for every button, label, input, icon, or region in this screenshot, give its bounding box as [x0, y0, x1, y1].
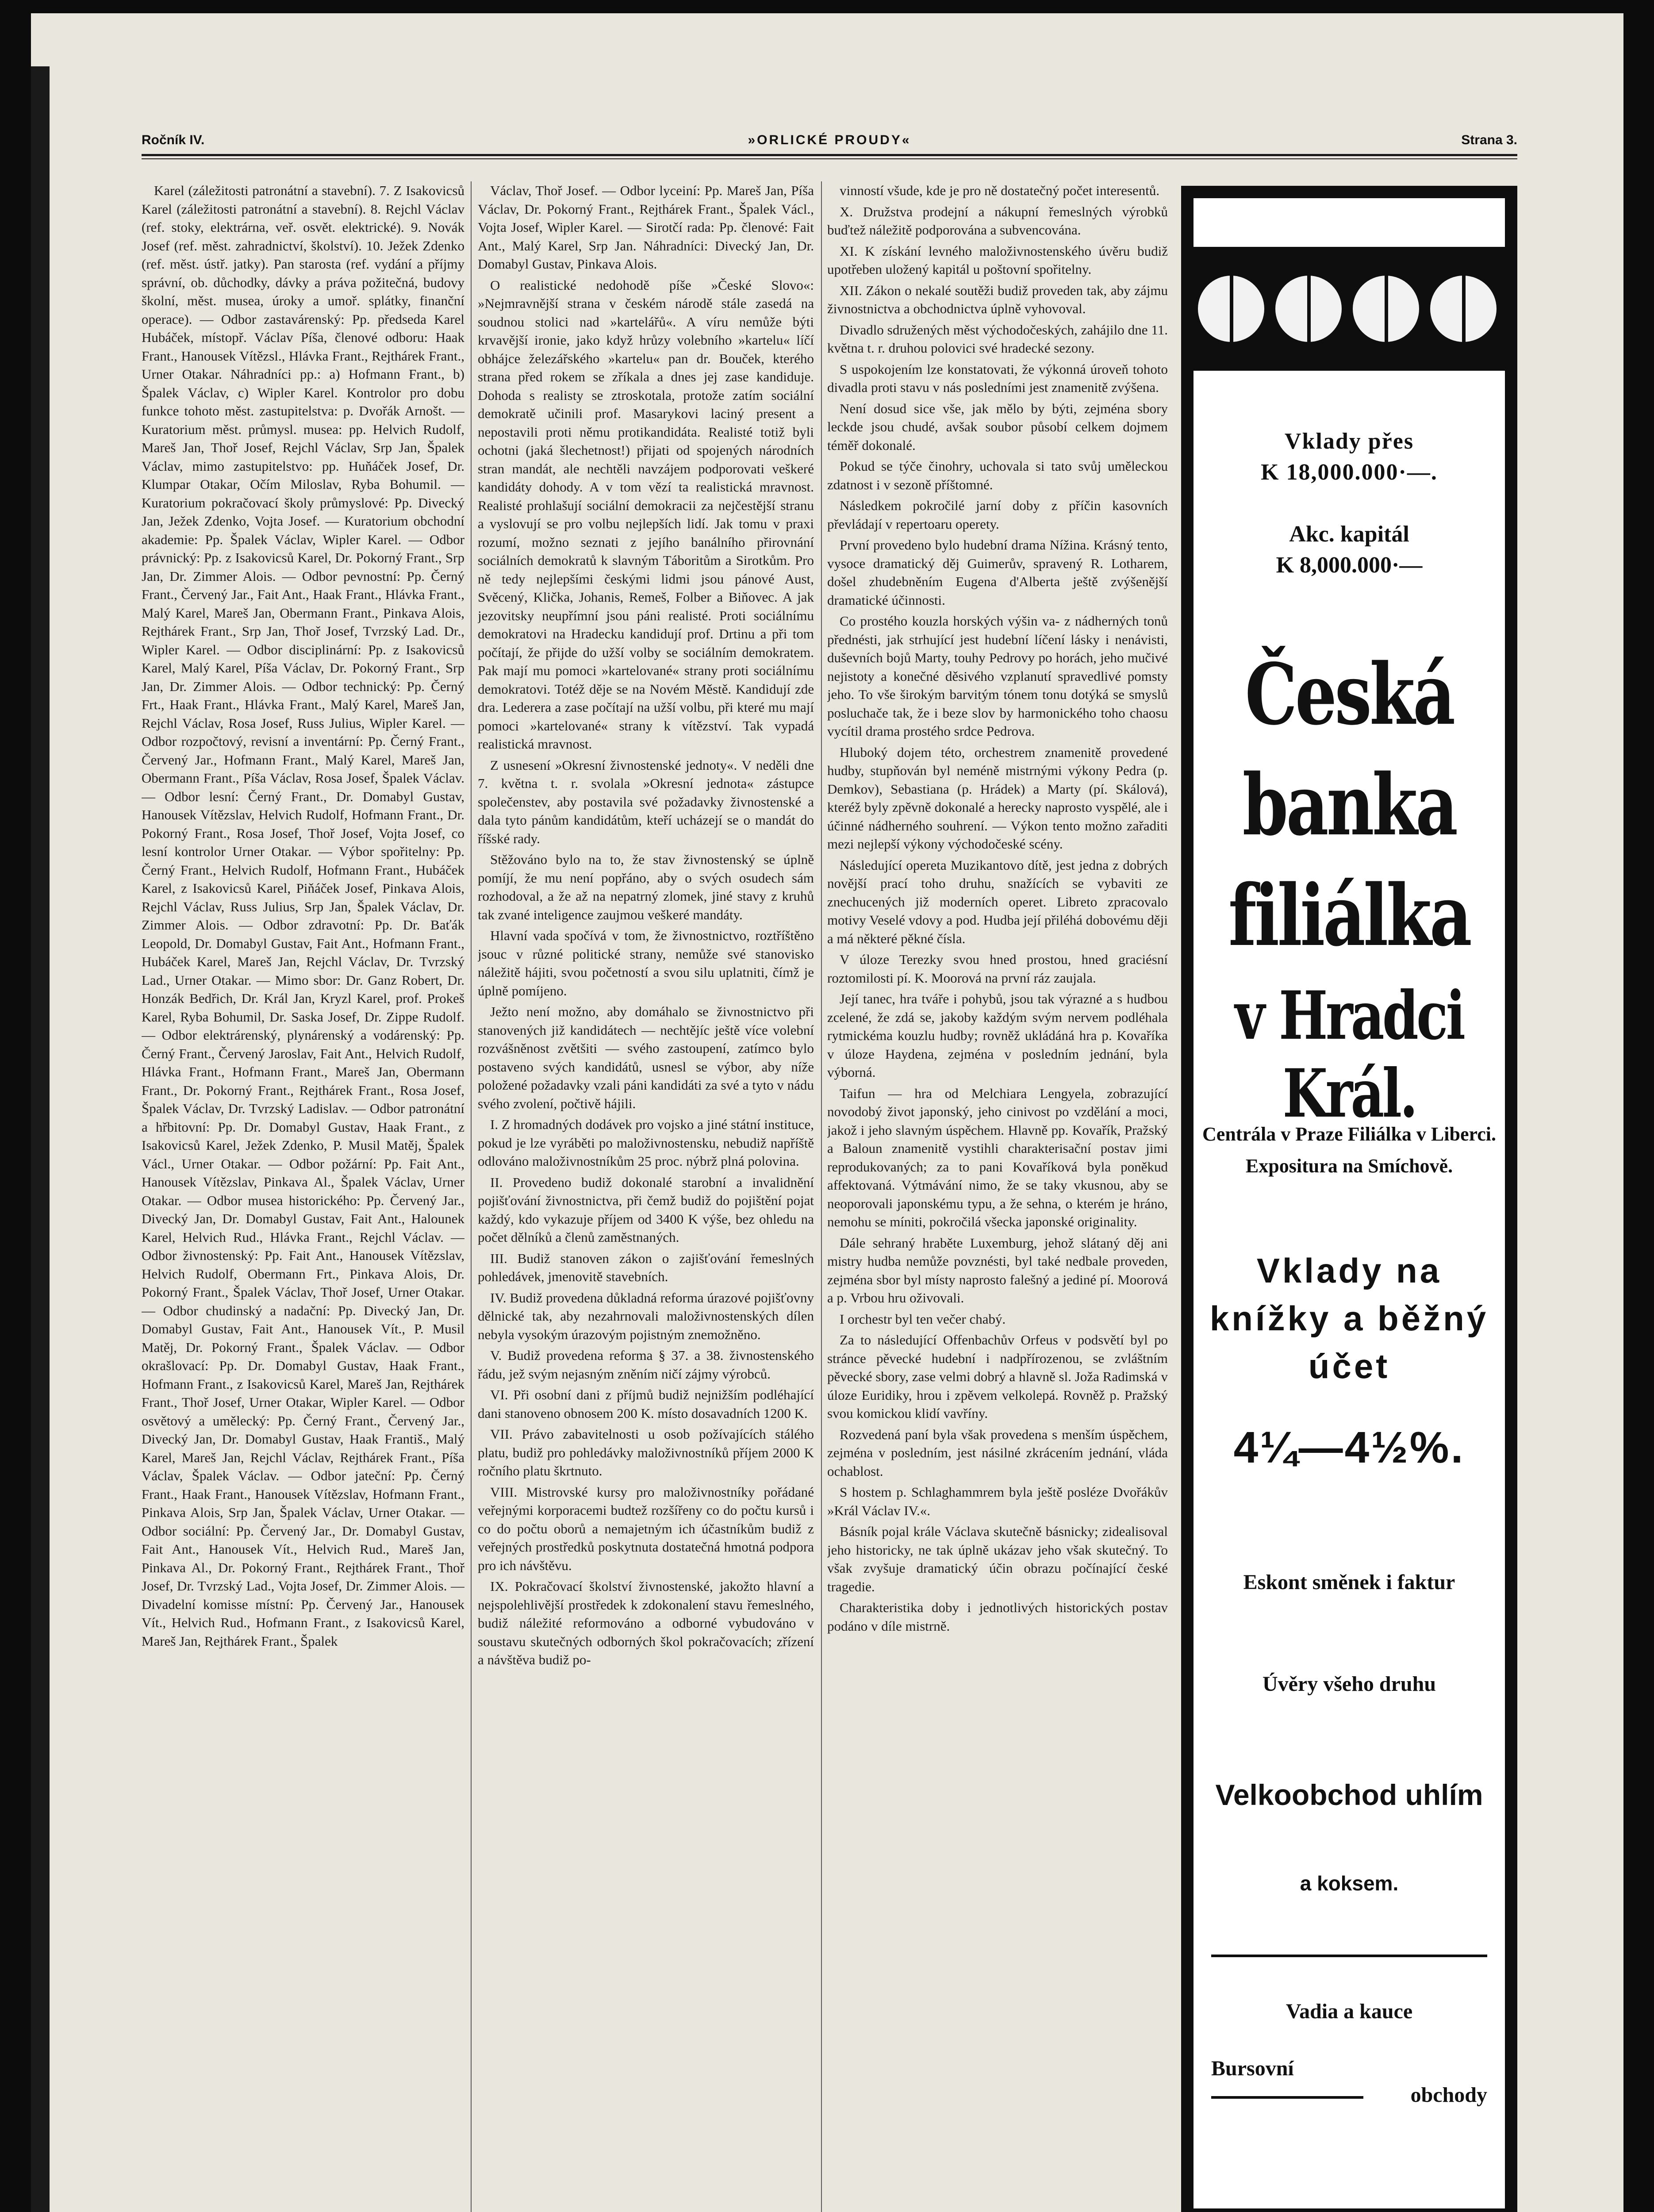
ad-deposits-label: Vklady přes	[1284, 429, 1414, 454]
paragraph: vinností všude, kde je pro ně dostatečný počet interesentů.	[840, 183, 1160, 198]
column-divider	[821, 181, 822, 2212]
paragraph: X. Družstva prodejní a nákupní řemeslných výrobků buďtež náležitě podporována a subvencována.	[827, 204, 1168, 238]
paragraph: VII. Právo zabavitelnosti u osob požívajících stálého platu, budiž pro pohledávky maloživnostníků příjem 2000 K ročního platu škrtnuto.	[478, 1426, 814, 1479]
ad-obchody: obchody	[1410, 2083, 1487, 2107]
coin-icon	[1430, 276, 1497, 342]
paragraph: První provedeno bylo hudební drama Nížina. Krásný tento, vysoce dramatický děj Guimerův, spravený R. Lotharem, došel zhudebněním Eugena d'Alberta ještě zvýšenější dramatické účinnosti.	[827, 537, 1168, 608]
ad-bank-name-1: Česká	[1245, 645, 1454, 744]
paragraph: Rozvedená paní byla však provedena s menším úspěchem, zejména v posledním, jest násilné zkrácením jednání, vláda ochablost.	[827, 1426, 1168, 1479]
paragraph: VIII. Mistrovské kursy pro maloživnostníky pořádané veřejnými korporacemi budtež rozšířeny co do počtu kursů i co do počtu oborů a nemajetným ich účastníkům budiž z veřejných prostředků poskytnuta dostatečná hmotná podpora pro ich návštěvu.	[478, 1484, 814, 1573]
header-rule	[142, 154, 1517, 156]
ad-coal-trade: Velkoobchod uhlím	[1215, 1778, 1483, 1811]
newspaper-title: »ORLICKÉ PROUDY«	[748, 133, 911, 147]
ad-credit: Úvěry všeho druhu	[1262, 1672, 1436, 1696]
ad-bank-name-2: banka	[1242, 756, 1456, 854]
ad-bursovni: Bursovní	[1211, 2057, 1294, 2080]
paragraph: Divadlo sdružených měst východočeských, zahájilo dne 11. května t. r. druhou polovici své hradecké sezony.	[827, 322, 1168, 356]
paragraph: Co prostého kouzla horských výšin va- z nádherných tonů přednésti, jak strhující jest hudební líčení lásky i nenávisti, duševních bojů Marty, touhy Pedrovy po horách, jeho mučivé nejistoty a konečné děsivého vzplanutí spravedlivé pomsty jeho. To vše širokým barvitým tónem tonu dotýká se smyslů posluchače tak, že i beze slov by harmonického toho chaosu vycítil drama prostého srdce Pedrova.	[827, 613, 1168, 739]
paragraph: Pokud se týče činohry, uchovala si tato svůj uměleckou zdatnost i v sezoně příštomné.	[827, 458, 1168, 492]
coin-icon	[1198, 276, 1264, 342]
ad-escont: Eskont směnek i faktur	[1243, 1571, 1455, 1594]
paragraph: S hostem p. Schlaghammrem byla ještě posléze Dvořákův »Král Václav IV.«.	[827, 1484, 1168, 1518]
paragraph: Dále sehraný hraběte Luxemburg, jehož slátaný děj ani mistry hudba nemůže povznésti, byl také nedbale proveden, zejména sbor byl místy naprosto falešný a jediné pí. Moorová a p. Vrbou hru oživovali.	[827, 1235, 1168, 1306]
ad-bottom-band	[1193, 2208, 1505, 2212]
paragraph: Její tanec, hra tváře i pohybů, jsou tak výrazné a s hudbou zcelené, že zdá se, jakoby každým svým nervem podléhala rytmickéma kouzlu hudby; rovněž ukládáná hra p. Kovaříka v úloze Haydena, zejména v posledním jednání, byla výborná.	[827, 991, 1168, 1080]
paragraph: Za to následující Offenbachův Orfeus v podsvětí byl po stránce pěvecké hudební i nadpřírozenou, se zvláštním pěvecké sbory, zase velmi dobrý a hlavně sl. Joža Radimská v úloze Euridiky, hrou i zpěvem velkolepá. Rovněž p. Pražský svou komickou klidí vavříny.	[827, 1332, 1168, 1421]
header-rule-thin	[142, 158, 1517, 159]
ad-separator	[1211, 1955, 1487, 1957]
paragraph: I. Z hromadných dodávek pro vojsko a jiné státní instituce, pokud je lze vyráběti po maloživnostensku, nebudiž napříště odlováno maloživnostníkům 25 proc. nýbrž plná polovina.	[478, 1117, 814, 1169]
paragraph: Hlavní vada spočívá v tom, že živnostnictvo, roztříštěno jsouc v různé politické strany, nemůže své stanovisko náležitě hájiti, svou početností a svou silu uplatniti, čímž je úplně pomíjeno.	[478, 928, 814, 998]
paragraph: Z usnesení »Okresní živnostenské jednoty«. V neděli dne 7. května t. r. svolala »Okresní jednota« zástupce společenstev, aby postavila své požadavky živnostenské a dala tyto pánům kandidátům, kteří ucházejí se o mandát do říšské rady.	[478, 757, 814, 846]
paragraph: III. Budiž stanoven zákon o zajišťování řemeslných pohledávek, jmenovitě stavebních.	[478, 1250, 814, 1284]
page-number: Strana 3.	[1461, 133, 1517, 147]
ad-branches: Centrála v Praze Filiálka v Liberci. Expositura na Smíchově.	[1202, 1123, 1496, 1177]
paragraph: Básník pojal krále Václava skutečně básnicky; zidealisoval jeho historicky, ne tak úplně ukázav jeho však skutečný. To však zvyšuje dramatický účin obrazu počínající české tragedie.	[827, 1524, 1168, 1594]
paragraph: IV. Budiž provedena důkladná reforma úrazové pojišťovny dělnické tak, aby nezahrnovali maloživnostenských dílen nebyla vysokým úrazovým pojistným znemožněno.	[478, 1290, 814, 1342]
paragraph: Následující opereta Muzikantovo dítě, jest jedna z dobrých novější prací toho druhu, snažících se vybaviti ze znechucených již moderních operet. Libreto zpracovalo motivy Veselé vdovy a pod. Hudba její přiléhá dobovému ději a má některé pěkné čísla.	[827, 857, 1168, 946]
paragraph: Hluboký dojem této, orchestrem znamenitě provedené hudby, stupňován byl neméně mistrnými výkony Pedra (p. Demkov), Sebastiana (p. Hrádek) a Marty (pí. Skálová), kteréž byly zpěvně dokonalé a herecky naprosto vyspělé, ale i účinné nádherného souhrení. — Výkon tento možno zařaditi mezi nejlepší výkony východočeské scény.	[827, 744, 1168, 852]
paragraph: S uspokojením lze konstatovati, že výkonná úroveň tohoto divadla proti stavu v nás posledními jest znamenitě zvýšena.	[827, 361, 1168, 395]
ad-capital-amount: K 8,000.000·—	[1276, 553, 1423, 578]
paragraph: VI. Při osobní dani z příjmů budiž nejnižším podléhající dani stanoveno obnosem 200 K. místo dosavadních 1200 K.	[478, 1387, 814, 1421]
coin-icon	[1275, 276, 1342, 342]
paragraph: XI. K získání levného maloživnostenského úvěru budiž upotřeben uložený kapitál u poštovní spořitelny.	[827, 243, 1168, 277]
paragraph: Stěžováno bylo na to, že stav živnostenský se úplně pomíjí, že mu není popřáno, aby o svých osudech sám rozhodoval, a že až na nepatrný zlomek, jiné stavy z kruhů tak zvané inteligence zaujmou veškeré mandáty.	[478, 852, 814, 922]
previous-page-edge	[31, 66, 50, 2212]
coin-icon	[1353, 276, 1419, 342]
column-divider	[471, 181, 472, 2212]
paragraph: II. Provedeno budiž dokonalé starobní a invalidnění pojišťování živnostnictva, při čemž budiž do pojištění pojat každý, kdo vykazuje příjem od 3400 K výše, bez ohledu na počet dělníků a členů zaměstnaných.	[478, 1174, 814, 1245]
ad-bank-city: v Hradci Král.	[1235, 977, 1464, 1133]
bank-advertisement	[1181, 186, 1517, 2212]
paragraph: Taifun — hra od Melchiara Lengyela, zobrazující novodobý život japonský, jeho cinivost po vzdělání a moci, jakož i jeho slavným úspěchem. Hlavně pp. Kovařík, Pražský a Baloun znamenitě vystihli charakterisační postav jimi reprodukovaných; za to pani Kovaříková byla poněkud affektovaná. Výtmávání nimo, že se taky vkusnou, aby se neoporovali japonskému typu, a že sehna, o kterém je hráno, nemohu se míniti, pokročilá všecka japonské originality.	[827, 1085, 1168, 1229]
paragraph: Václav, Thoř Josef. — Odbor lyceiní: Pp. Mareš Jan, Píša Václav, Dr. Pokorný Frant., Rejthárek Frant., Špalek Václ., Vojta Josef, Wipler Karel. — Sirotčí rada: Pp. členové: Fait Ant., Malý Karel, Srp Jan. Náhradníci: Divecký Jan, Dr. Domabyl Gustav, Pinkava Alois.	[478, 183, 814, 272]
paragraph: I orchestr byl ten večer chabý.	[840, 1311, 1006, 1327]
ad-vadia: Vadia a kauce	[1286, 2000, 1413, 2023]
ad-interest-rate: 4¼—4½%.	[1233, 1423, 1465, 1472]
paragraph: Ježto není možno, aby domáhalo se živnostnictvo při stanovených již kandidátech — nechtějíc ještě více volební rozvášněnost zvětšiti — svého zastoupení, zatímco bylo postaveno svých kandidátů, usnesl se výbor, aby níže položené požadavky vzali páni kandidáti za své a tyto v nádu svého zvolení, počtivě hájili.	[478, 1004, 814, 1111]
paragraph: O realistické nedohodě píše »České Slovo«: »Nejmravnější strana v českém národě stále zasedá na soudnou stolici nad »kartelářů«. A víru nemůže býti krvavější ironie, jako když hrůzy volebního »kartelu« líčí obhájce železářského »kartelu« pan dr. Bouček, kterého strana před rokem se zříkala a dnes jej zase kandiduje. Dohoda s realisty se ztroskotala, protože zatím sociální demokratě učinili prof. Masarykovi laciný present a nepostavili proti němu protikandidáta. Realisté totiž byli ochotni (jaká šlechetnost!) přijati od spojených národních stran mandát, ale nechtěli navzájem podporovati veškeré kandidáty dohody. A v tom vězí ta realistická mravnost. Realisté prohlašují sociální demokracii za nejčestější stranu a vyslovují se pro volbu nejlepších lidí. Jak tomu v praxi rozumí, možno seznati z jejího banálního přirovnání sociálních demokratů k slavným Táboritům a Sirotkům. Pro ně tedy nejlepšími českými lidmi jsou pánové Aust, Svěcený, Klička, Johanis, Remeš, Folber a Biňovec. A jak jezovitsky neupřímní jsou páni realisté. Proti sociálnímu demokratovi na Hradecku kandidují prof. Drtinu a při tom počítají, že přijde do užší volby se sociálním demokratem. Pak mají mu pomoci »kartelované« strany proti sociálnímu demokratovi. Totéž děje se na Novém Městě. Kandidují zde dra. Lederera a zase počítají na užší volbu, při které mu mají pomoci »kartelované« strany k vítězství. Tak vypadá realistická mravnost.	[478, 277, 814, 752]
paragraph: Charakteristika doby i jednotlivých historických postav podáno v díle mistrně.	[827, 1600, 1168, 1634]
ad-separator	[1211, 2096, 1363, 2099]
paragraph: Není dosud sice vše, jak mělo by býti, zejména sbory leckde jsou chudé, avšak soubor působí celkem dojmem téměř dokonalé.	[827, 400, 1168, 453]
paragraph: XII. Zákon o nekalé soutěži budiž proveden tak, aby zájmu živnostnictva a obchodnictva úplně vyhovoval.	[827, 282, 1168, 316]
ad-capital-label: Akc. kapitál	[1289, 522, 1409, 547]
committee-list: Karel (záležitosti patronátní a stavební). 7. Z Isakovicsů Karel (záležitosti patronátní a stavební). 8. Rejchl Václav (ref. stoky, elektrárna, veř. osvět. elektrické). 9. Novák Josef (ref. měst. zahradnictví, školství). 10. Ježek Zdenko (ref. měst. ústř. jatky). Pan starosta (ref. vydání a příjmy správní, ob. důchodky, dávky a práva požitečná, budovy školní, měst. musea, úroky a umoř. splátky, finanční operace). — Odbor zastavárenský: Pp. předseda Karel Hubáček, místopř. Václav Píša, členové odboru: Haak Frant., Hanousek Vítězsl., Hlávka Frant., Rejthárek Frant., Urner Otakar. Náhradníci pp.: a) Hofmann Frant., b) Špalek Václav, c) Wipler Karel. Kontrolor pro dobu funkce tohoto měst. zastupitelstva: p. Dvořák Arnošt. — Kuratorium měst. průmysl. musea: pp. Helvich Rudolf, Mareš Jan, Thoř Josef, Rejchl Václav, Srp Jan, Špalek Václav, mimo zastupitelstvo: pp. Huňáček Josef, Dr. Klumpar Otakar, Očím Miloslav, Ryba Bohumil. — Kuratorium pokračovací školy průmyslové: Pp. Divecký Jan, Ježek Zdenko, Vojta Josef. — Kuratorium obchodní akademie: Pp. Špalek Václav, Wipler Karel. — Odbor právnický: Pp. z Isakovicsů Karel, Dr. Pokorný Frant., Srp Jan, Dr. Zimmer Alois. — Odbor pevnostní: Pp. Černý Frant., Červený Jar., Fait Ant., Haak Frant., Hlávka Frant., Malý Karel, Mareš Jan, Obermann Frant., Pinkava Alois, Rejthárek Frant., Srp Jan, Thoř Josef, Tvrzský Lad. Dr., Wipler Karel. — Odbor disciplinární: Pp. z Isakovicsů Karel, Malý Karel, Píša Václav, Dr. Pokorný Frant., Srp Jan, Dr. Zimmer Alois. — Odbor technický: Pp. Černý Frt., Haak Frant., Hlávka Frant., Malý Karel, Mareš Jan, Rejchl Václav, Rosa Josef, Russ Julius, Wipler Karel. — Odbor rozpočtový, revisní a inventární: Pp. Černý Frant., Červený Jar., Hofmann Frant., Malý Karel, Mareš Jan, Obermann Frant., Píša Václav, Rosa Josef, Špalek Václav. — Odbor lesní: Černý Frant., Dr. Domabyl Gustav, Hanousek Vítězslav, Helvich Rudolf, Hofmann Frant., Dr. Pokorný Frant., Rosa Josef, Thoř Josef, Vojta Josef, co lesní kontrolor Urner Otakar. — Výbor spořitelny: Pp. Černý Frant., Helvich Rudolf, Hofmann Frant., Hubáček Karel, z Isakovicsů Karel, Piňáček Josef, Pinkava Alois, Rejchl Václav, Russ Julius, Srp Jan, Špalek Václav, Dr. Zimmer Alois. — Odbor zdravotní: Pp. Dr. Baťák Leopold, Dr. Domabyl Gustav, Fait Ant., Hofmann Frant., Hubáček Karel, Mareš Jan, Rejchl Václav, Dr. Tvrzský Lad., Urner Otakar. — Mimo sbor: Dr. Ganz Robert, Dr. Honzák Bedřich, Dr. Král Jan, Kryzl Karel, prof. Prokeš Karel, Ryba Bohumil, Dr. Saska Josef, Dr. Zippe Rudolf. — Odbor elektrárenský, plynárenský a vodárenský: Pp. Černý Frant., Červený Jaroslav, Fait Ant., Helvich Rudolf, Hlávka Frant., Hofmann Frant., Mareš Jan, Obermann Frant., Dr. Pokorný Frant., Rejthárek Frant., Rosa Josef, Špalek Václav, Dr. Tvrzský Ladislav. — Odbor patronátní a hřbitovní: Pp. Dr. Domabyl Gustav, Haak Frant., z Isakovicsů Karel, Ježek Zdenko, P. Musil Matěj, Špalek Václ., Urner Otakar. — Odbor požární: Pp. Fait Ant., Hanousek Vítězslav, Pinkava Al., Špalek Václav, Urner Otakar. — Odbor musea historického: Pp. Červený Jar., Divecký Jan, Dr. Domabyl Gustav, Fait Ant., Halounek Karel, Helvich Rud., Hlávka Frant., Rejchl Václav. — Odbor živnostenský: Pp. Fait Ant., Hanousek Vítězslav, Helvich Rudolf, Obermann Frt., Pinkava Alois, Dr. Pokorný Frant., Špalek Václav, Thoř Josef, Urner Otakar. — Odbor chudinský a nadační: Pp. Divecký Jan, Dr. Domabyl Gustav, Fait Ant., Hanousek Vít., P. Musil Matěj, Dr. Pokorný Frant., Špalek Václav. — Odbor okrašlovací: Pp. Dr. Domabyl Gustav, Haak Frant., Hofmann Frant., z Isakovicsů Karel, Mareš Jan, Rejthárek Frant., Thoř Josef, Urner Otakar, Wipler Karel. — Odbor osvětový a umělecký: Pp. Černý Frant., Červený Jar., Divecký Jan, Dr. Domabyl Gustav, Haak Františ., Malý Karel, Mareš Jan, Rejchl Václav, Rejthárek Frant., Píša Václav, Špalek Václav. — Odbor jateční: Pp. Černý Frant., Haak Frant., Hanousek Vítězslav, Hofmann Frant., Pinkava Alois, Srp Jan, Špalek Václav, Urner Otakar. — Odbor sociální: Pp. Červený Jar., Dr. Domabyl Gustav, Fait Ant., Hanousek Vít., Helvich Rud., Mareš Jan, Pinkava Al., Dr. Pokorný Frant., Rejthárek Frant., Thoř Josef, Dr. Tvrzský Lad., Vojta Josef, Dr. Zimmer Alois. — Divadelní komisse místní: Pp. Červený Jar., Hanousek Vít., Helvich Rud., Hofmann Frant., z Isakovicsů Karel, Mareš Jan, Rejthárek Frant., Špalek	[142, 183, 464, 1649]
page-header	[142, 124, 1517, 155]
column-3	[827, 181, 1168, 2212]
paragraph: V. Budiž provedena reforma § 37. a 38. živnostenského řádu, jež svým nejasným zněním ničí zájmy výrobců.	[478, 1348, 814, 1382]
newspaper-page	[31, 13, 1623, 2212]
paragraph: V úloze Terezky svou hned prostou, hned graciésní roztomilosti pí. K. Moorová na první ráz zaujala.	[827, 952, 1168, 986]
column-2	[478, 181, 814, 2212]
paragraph: Následkem pokročilé jarní doby z příčin kasovních převládají v repertoaru operety.	[827, 498, 1168, 532]
coin-band	[1193, 247, 1505, 371]
column-1	[142, 181, 464, 2212]
volume-label: Ročník IV.	[142, 133, 205, 147]
ad-deposit-accounts: Vklady na knížky a běžný účet	[1209, 1251, 1489, 1386]
ad-coke: a koksem.	[1300, 1872, 1399, 1895]
ad-bank-name-3: filiálka	[1228, 866, 1470, 965]
paragraph: IX. Pokračovací školství živnostenské, jakožto hlavní a nejspolehlivější prostředek k zdokonalení stavu řemeslného, budiž náležité reformováno a odborné vybudováno v soustavu skutečných odborných škol pokračovacích; zřízení a návštěva budiž po-	[478, 1578, 814, 1667]
ad-deposits-amount: K 18,000.000·—.	[1261, 460, 1438, 485]
